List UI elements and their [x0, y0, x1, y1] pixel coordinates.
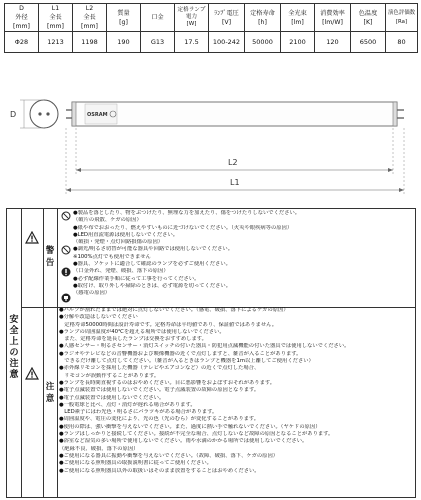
- spec-value-cell: 190: [107, 32, 141, 53]
- prohibited-icon: [61, 211, 71, 221]
- end-view: [20, 100, 58, 128]
- warning-line: ●器具、ソケットに適合して確認のランプを必ずご使用ください。: [73, 261, 231, 268]
- notice-line: ●赤外線リモコンを採用した機器（テレビやエアコンなど）の近くで点灯した場合、: [59, 365, 260, 372]
- spec-value-cell: G13: [141, 32, 175, 53]
- spec-header-cell: 全光束 [lm]: [281, 4, 315, 32]
- spec-value-cell: 1213: [39, 32, 73, 53]
- notice-line: また、定格寿命を延長したランプは交換をおすすめします。: [59, 336, 207, 343]
- notice-line: ●人感センサー・明るさセンサー・消灯スイッチの付いた器具・防犯用点滅機能の付いた器具では使用しないでください。: [59, 343, 350, 350]
- tube-body: [66, 102, 404, 126]
- spec-header-cell: 質量 [g]: [107, 4, 141, 32]
- notice-line: ●ご使用になる器具に振動や衝撃を与えないでください。（故障、破損、落下、ケガの原因）: [59, 452, 279, 459]
- warning-line: （口金外れ、発煙、破損、落下の原因）: [73, 268, 169, 275]
- notice-line: ●ご使用になる照明器具の取扱説明書に従ってご使用ください。: [59, 460, 212, 467]
- caution-triangle-icon: [25, 367, 39, 380]
- spec-header-row: [5, 4, 418, 32]
- notice-line: ●ランプはしっかりと接続してください。接続が不完全な場合、点灯しないなど故障の原因となることがあります。: [59, 431, 334, 438]
- warning-text: [73, 210, 413, 298]
- warning-line: ●LED用直流電源は使用しないでください。: [73, 231, 179, 238]
- spec-table: [4, 3, 418, 53]
- unplug-icon: [61, 293, 71, 303]
- tube-dimension-drawing: [0, 80, 421, 210]
- warning-line: ●調光/明るさ切替が可能な器具や回路では使用しないでください。: [73, 246, 234, 253]
- dim-d-label: D: [10, 110, 17, 119]
- notice-line: ●分解や改造はしないでください: [59, 314, 138, 321]
- warning-triangle-icon: [25, 231, 39, 244]
- notice-line: ●電子点滅装置では使用しないでください。: [59, 394, 165, 401]
- safety-title: 安全上の注意: [9, 315, 19, 380]
- dim-l1-label: L1: [230, 178, 240, 187]
- spec-header-cell: L1 全長 [mm]: [39, 4, 73, 32]
- prohibited-icon: [61, 245, 71, 255]
- notice-icon-column: [21, 307, 44, 497]
- notice-label-column: [43, 307, 58, 497]
- spec-header-cell: 定格ランプ電力 [W]: [175, 4, 209, 32]
- spec-value-cell: Φ28: [5, 32, 39, 53]
- notice-line: LED素子にはわ光色・明るさにバラツキがある場合があります。: [59, 409, 218, 416]
- notice-line: ●ランプの周囲温度が40℃を超える場所では使用しないでください。: [59, 328, 225, 335]
- dim-l2-label: L2: [228, 158, 238, 167]
- notice-line: （絶縁不良、破損、落下の原因）: [59, 445, 139, 452]
- warning-line: ●必ず配線作業手順に従って工事を行ってください。: [73, 275, 200, 282]
- spec-value-cell: 120: [315, 32, 351, 53]
- warning-line: （破損・発煙・点灯回路損傷の原因）: [73, 239, 164, 246]
- spec-header-cell: ﾗﾝﾌﾟ電圧 [V]: [209, 4, 245, 32]
- spec-header-cell: D 外径 [mm]: [5, 4, 39, 32]
- notice-label: 注意: [45, 382, 55, 404]
- spec-header-cell: 色温度 [K]: [351, 4, 386, 32]
- warning-label-column: [43, 209, 58, 307]
- warning-group: [21, 209, 415, 308]
- notice-line: ●周囲温度や、電圧の変化により、光の色（光のむら）が変化することがあります。: [59, 416, 260, 423]
- spec-value-cell: 2100: [281, 32, 315, 53]
- warning-icon-column: [21, 209, 44, 307]
- spec-value-row: [5, 32, 418, 53]
- brand-logo-text: OSRAM: [87, 112, 108, 118]
- notice-line: ●バルブが割れたままでは絶対に点灯しないでください。（感電、破損、落下によるケガの原因）: [59, 307, 289, 313]
- notice-text: [59, 307, 413, 475]
- warning-line: ※100%点灯でも使用できません: [73, 253, 151, 260]
- notice-line: ●ランプを長時間直視するのはおやめください。目に悪影響をおよぼすおそれがあります。: [59, 379, 276, 386]
- notice-line: ●電子点滅装置では使用しないでください。電子点滅装置の故障の原因となります。: [59, 387, 260, 394]
- warning-line: ●取付け、取り外しや掃除のときは、必ず電源を切ってください。: [73, 282, 232, 289]
- notice-line: ●使用の際は、強い衝撃を与えないでください。また、過度に熱い手で触れないでください。（ヤケドの原因）: [59, 423, 321, 430]
- spec-header-cell: 消費効率 [lm/W]: [315, 4, 351, 32]
- notice-line: ●一般電球と比べ、点灯・消灯が遅れる場合があります。: [59, 401, 196, 408]
- spec-header-cell: 口金: [141, 4, 175, 32]
- notice-line: できるだけ離して点灯してください。（雑音が入るときはランプと機器を1m以上離してご使用ください）: [59, 358, 314, 365]
- notice-group: [21, 307, 415, 497]
- safety-caution-box: [6, 208, 416, 498]
- spec-value-cell: 1198: [73, 32, 107, 53]
- instruction-icon: [61, 267, 71, 277]
- spec-header-cell: 定格寿命 [h]: [245, 4, 281, 32]
- spec-value-cell: 100-242: [209, 32, 245, 53]
- warning-line: （感電の原因）: [73, 290, 111, 297]
- spec-header-cell: 演色評価数 [Ra]: [386, 4, 418, 32]
- notice-line: リモコンが誤動作することがあります。: [59, 372, 160, 379]
- spec-value-cell: 80: [386, 32, 418, 53]
- warning-line: ●紙や布でおおったり、燃えやすいものに近づけないでください。（火災や眼疾病等の原因）: [73, 224, 293, 231]
- notice-line: ●ラジオやテレビなどの音響機器および映像機器の近くで点灯しますと、雑音が入ることがあります。: [59, 350, 302, 357]
- spec-header-cell: L2 全長 [mm]: [73, 4, 107, 32]
- l2-dimension-line: [76, 168, 393, 172]
- caution-side-column: [7, 209, 22, 497]
- warning-line: ●製品を落としたり、物をぶつけたり、無理な力を加えたり、傷をつけたりしないでください。: [73, 210, 301, 216]
- spec-value-cell: 17.5: [175, 32, 209, 53]
- notice-line: 定格寿命50000時間は設計寿命です。定格寿命は平均値であり、保証値ではありません。: [59, 321, 278, 328]
- notice-line: ●ご使用になる照明器具以外の取扱いはそのまま放置をすることはおやめください。: [59, 467, 260, 474]
- spec-value-cell: 6500: [351, 32, 386, 53]
- notice-line: ●浴室など湿気の多い場所で使用しないでください。雨や水滴のかかる場所では使用しないでください。: [59, 438, 308, 445]
- l1-dimension-line: [66, 188, 404, 192]
- spec-value-cell: 50000: [245, 32, 281, 53]
- warning-line: （破片の飛散、ケガの原因）: [73, 217, 142, 224]
- warning-label: 警告: [45, 246, 55, 268]
